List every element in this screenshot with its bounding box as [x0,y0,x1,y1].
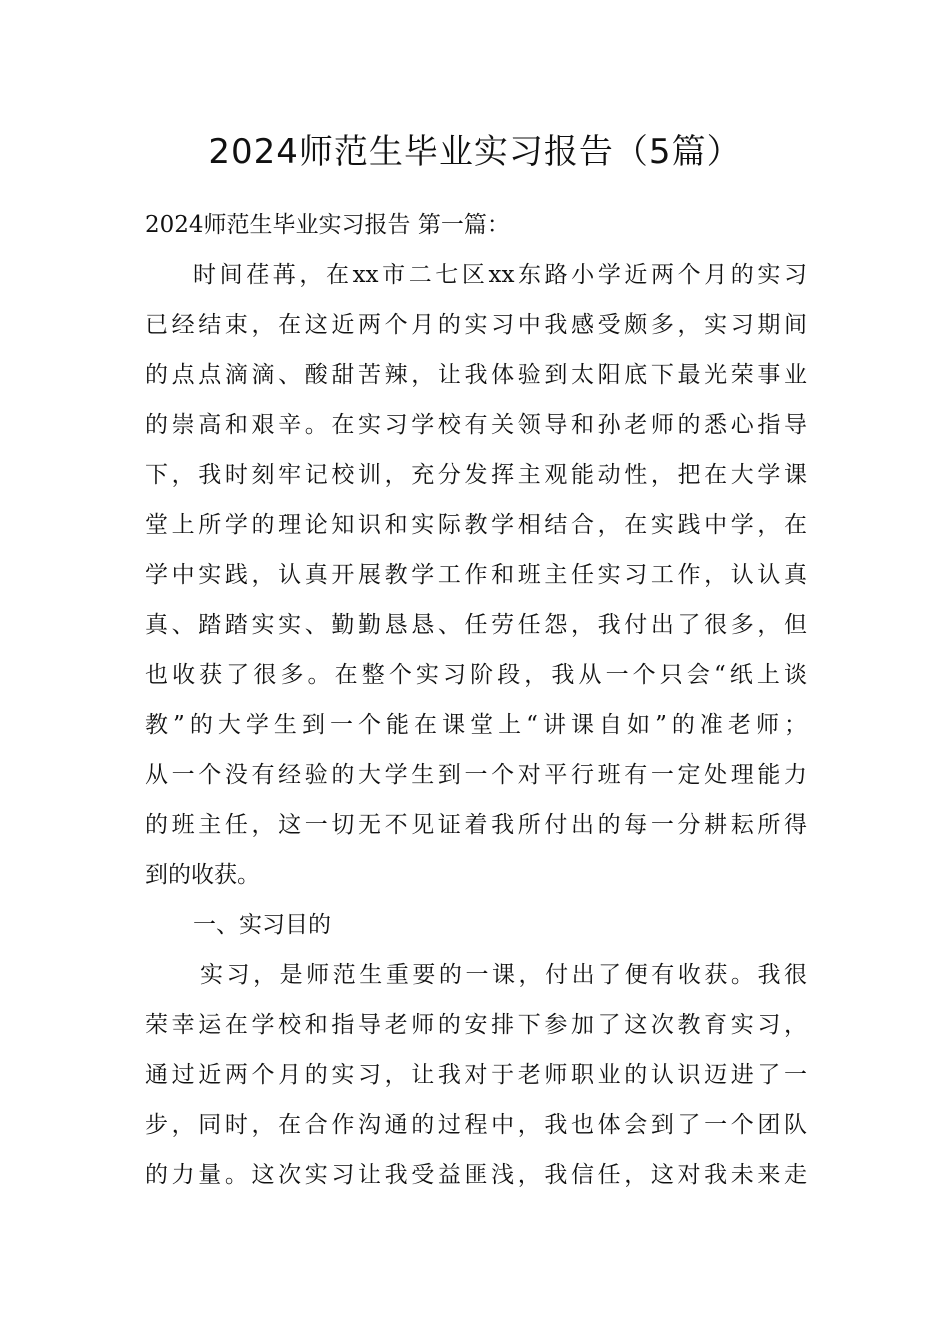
paragraph-line: 步，同时，在合作沟通的过程中，我也体会到了一个团队 [145,1112,807,1138]
paragraph-line: 也收获了很多。在整个实习阶段，我从一个只会“纸上谈 [145,662,807,688]
subheading: 一、实习目的 [193,912,331,938]
paragraph-line: 的点点滴滴、酸甜苦辣，让我体验到太阳底下最光荣事业 [145,362,807,388]
paragraph-line: 实习，是师范生重要的一课，付出了便有收获。我很 [200,962,807,988]
paragraph-line: 通过近两个月的实习，让我对于老师职业的认识迈进了一 [145,1062,807,1088]
document-title: 2024师范生毕业实习报告（5篇） [208,132,742,172]
section-heading: 2024师范生毕业实习报告 第一篇： [145,212,510,238]
paragraph-2 [145,950,807,1200]
paragraph-line: 时间荏苒，在xx市二七区xx东路小学近两个月的实习 [193,262,807,288]
paragraph-line: 的班主任，这一切无不见证着我所付出的每一分耕耘所得 [145,812,807,838]
paragraph-line: 下，我时刻牢记校训，充分发挥主观能动性，把在大学课 [145,462,807,488]
paragraph-line: 荣幸运在学校和指导老师的安排下参加了这次教育实习， [145,1012,807,1038]
paragraph-line: 到的收获。 [145,862,260,888]
paragraph-line: 学中实践，认真开展教学工作和班主任实习工作，认认真 [145,562,807,588]
paragraph-line: 堂上所学的理论知识和实际教学相结合，在实践中学，在 [145,512,807,538]
paragraph-line: 的崇高和艰辛。在实习学校有关领导和孙老师的悉心指导 [145,412,807,438]
document-body [145,200,807,1200]
paragraph-line: 的力量。这次实习让我受益匪浅，我信任，这对我未来走 [145,1162,807,1188]
paragraph-line: 真、踏踏实实、勤勤恳恳、任劳任怨，我付出了很多，但 [145,612,807,638]
paragraph-line: 教”的大学生到一个能在课堂上“讲课自如”的准老师； [145,712,807,738]
paragraph-line: 已经结束，在这近两个月的实习中我感受颇多，实习期间 [145,312,807,338]
paragraph-line: 从一个没有经验的大学生到一个对平行班有一定处理能力 [145,762,807,788]
paragraph-1 [145,250,807,900]
